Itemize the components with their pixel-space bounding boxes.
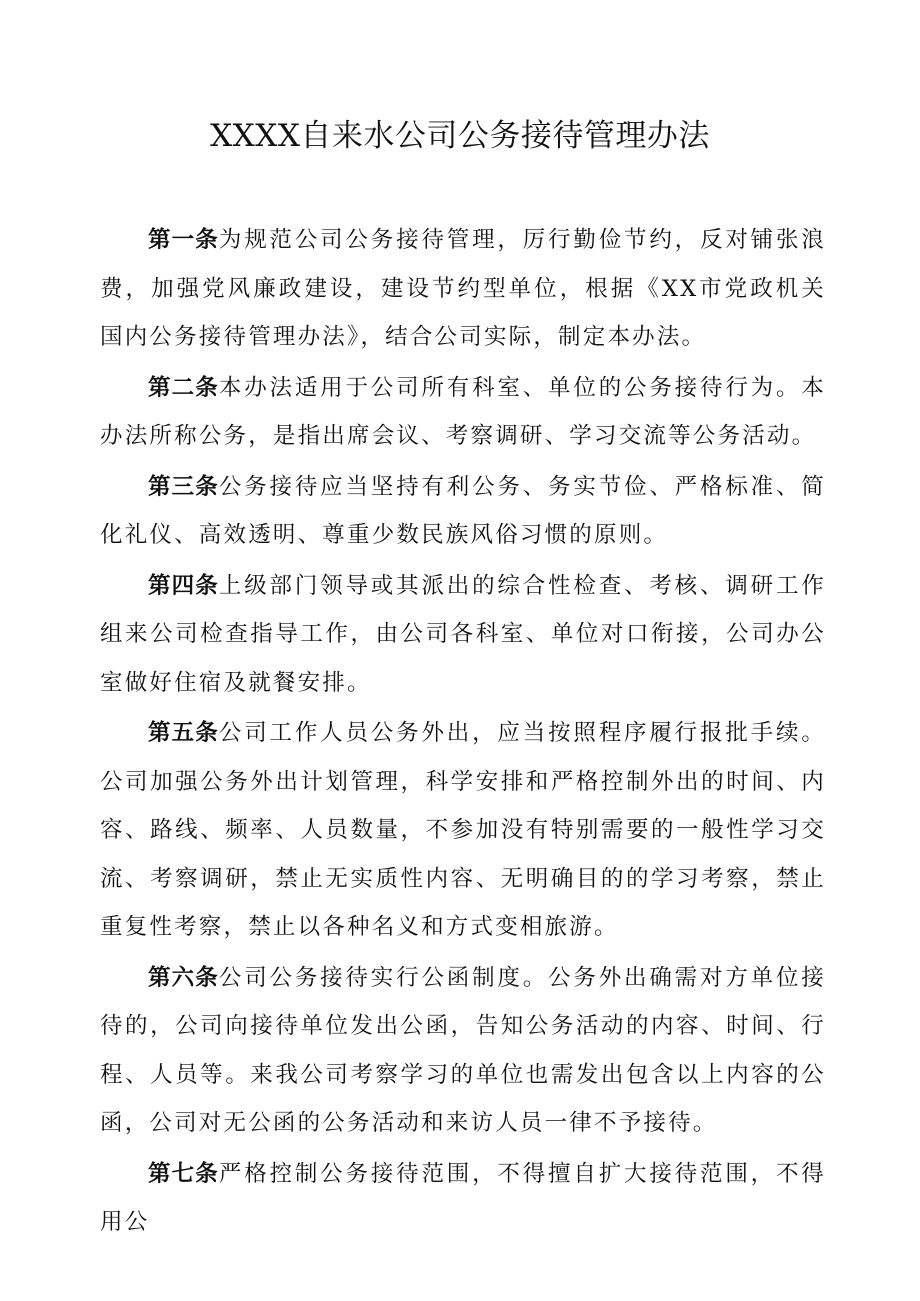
article-4 bbox=[100, 562, 826, 708]
article-3 bbox=[100, 463, 826, 560]
article-text: 上级部门领导或其派出的综合性检查、考核、调研工作组来公司检查指导工作，由公司各科室、单位对口衔接，公司办公室做好住宿及就餐安排。 bbox=[100, 572, 826, 696]
article-1 bbox=[100, 216, 826, 362]
document-body bbox=[100, 216, 826, 1249]
article-7 bbox=[100, 1150, 826, 1247]
article-5 bbox=[100, 709, 826, 952]
article-number: 第三条 bbox=[148, 473, 219, 500]
article-text: 公司工作人员公务外出，应当按照程序履行报批手续。公司加强公务外出计划管理，科学安排和严格控制外出的时间、内容、路线、频率、人员数量，不参加没有特别需要的一般性学习交流、考察调研，禁止无实质性内容、无明确目的的学习考察，禁止重复性考察，禁止以各种名义和方式变相旅游。 bbox=[100, 720, 826, 940]
article-number: 第二条 bbox=[148, 374, 219, 401]
article-number: 第六条 bbox=[148, 964, 219, 991]
article-number: 第七条 bbox=[148, 1160, 219, 1187]
article-text: 公司公务接待实行公函制度。公务外出确需对方单位接待的，公司向接待单位发出公函，告知公务活动的内容、时间、行程、人员等。来我公司考察学习的单位也需发出包含以上内容的公函，公司对无公函的公务活动和来访人员一律不予接待。 bbox=[100, 964, 826, 1136]
article-number: 第一条 bbox=[148, 227, 219, 253]
article-2 bbox=[100, 364, 826, 461]
article-number: 第五条 bbox=[148, 720, 219, 746]
article-text: 公务接待应当坚持有利公务、务实节俭、严格标准、简化礼仪、高效透明、尊重少数民族风俗习惯的原则。 bbox=[100, 473, 826, 548]
article-text: 严格控制公务接待范围，不得擅自扩大接待范围，不得用公 bbox=[100, 1160, 826, 1235]
article-text: 为规范公司公务接待管理，厉行勤俭节约，反对铺张浪费，加强党风廉政建设，建设节约型单位，根据《XX市党政机关国内公务接待管理办法》，结合公司实际，制定本办法。 bbox=[100, 227, 826, 350]
article-number: 第四条 bbox=[148, 572, 219, 599]
document-title: XXXX自来水公司公务接待管理办法 bbox=[210, 118, 710, 154]
article-text: 本办法适用于公司所有科室、单位的公务接待行为。本办法所称公务，是指出席会议、考察调研、学习交流等公务活动。 bbox=[100, 374, 826, 449]
article-6 bbox=[100, 954, 826, 1148]
